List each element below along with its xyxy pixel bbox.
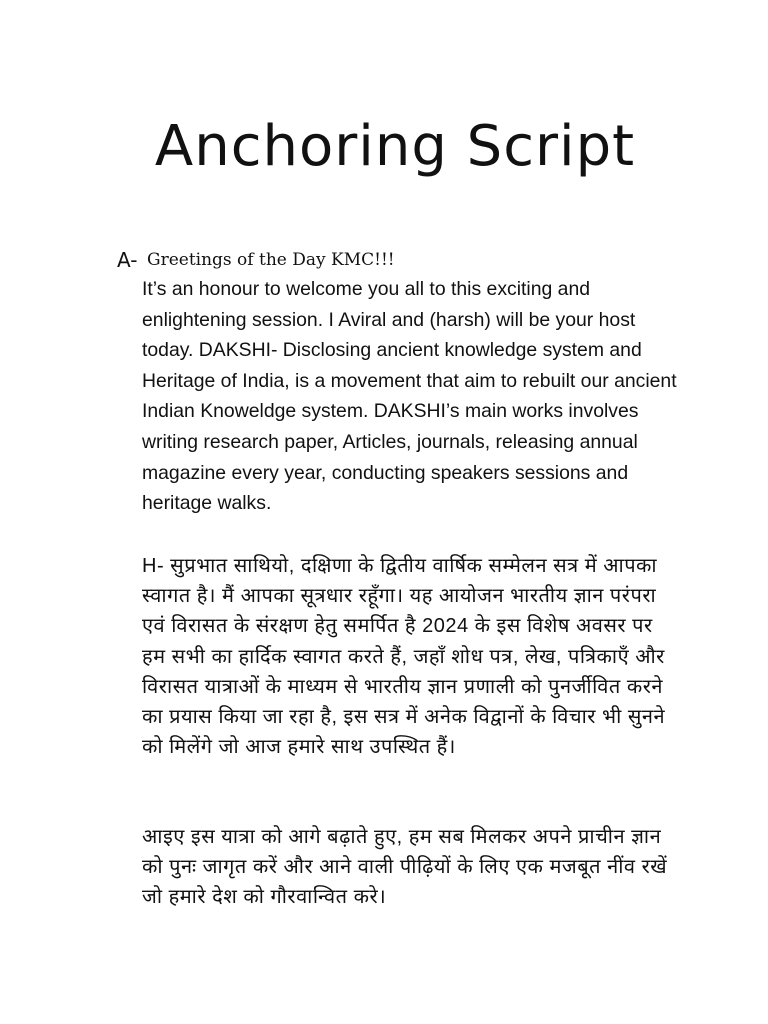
section-a-marker: A- — [117, 248, 138, 272]
english-paragraph: It’s an honour to welcome you all to this exciting and enlightening session. I Aviral and (harsh) will be your host today. DAKSHI- Disclosing ancient knowledge system and Heritage of India, is a movement that aim to rebuilt our ancient Indian Knoweldge system. DAKSHI’s main works involves writing research paper, Articles, journals, releasing annual magazine every year, conducting speakers sessions and heritage walks. — [142, 278, 677, 515]
document-title: Anchoring Script — [154, 114, 636, 179]
section-h-marker: H- — [142, 555, 165, 577]
hindi-paragraph-1-text: सुप्रभात साथियो, दक्षिणा के द्वितीय वार्षिक सम्मेलन सत्र में आपका स्वागत है। मैं आपका सूत्रधार रहूँगा। यह आयोजन भारतीय ज्ञान परंपरा एवं विरासत के संरक्षण हेतु समर्पित है 2024 के इस विशेष अवसर पर हम सभी का हार्दिक स्वागत करते हैं, जहाँ शोध पत्र, लेख, पत्रिकाएँ और विरासत यात्राओं के माध्यम से भारतीय ज्ञान प्रणाली को पुनर्जीवित करने का प्रयास किया जा रहा है, इस सत्र में अनेक विद्वानों के विचार भी सुनने को मिलेंगे जो आज हमारे साथ उपस्थित हैं। — [142, 555, 666, 759]
hindi-paragraph-2: आइए इस यात्रा को आगे बढ़ाते हुए, हम सब मिलकर अपने प्राचीन ज्ञान को पुनः जागृत करें और आने वाली पीढ़ियों के लिए एक मजबूत नींव रखें जो हमारे देश को गौरवान्वित करे। — [142, 826, 668, 909]
hindi-paragraph-1 — [142, 551, 682, 762]
greeting-line: Greetings of the Day KMC!!! — [147, 250, 395, 270]
